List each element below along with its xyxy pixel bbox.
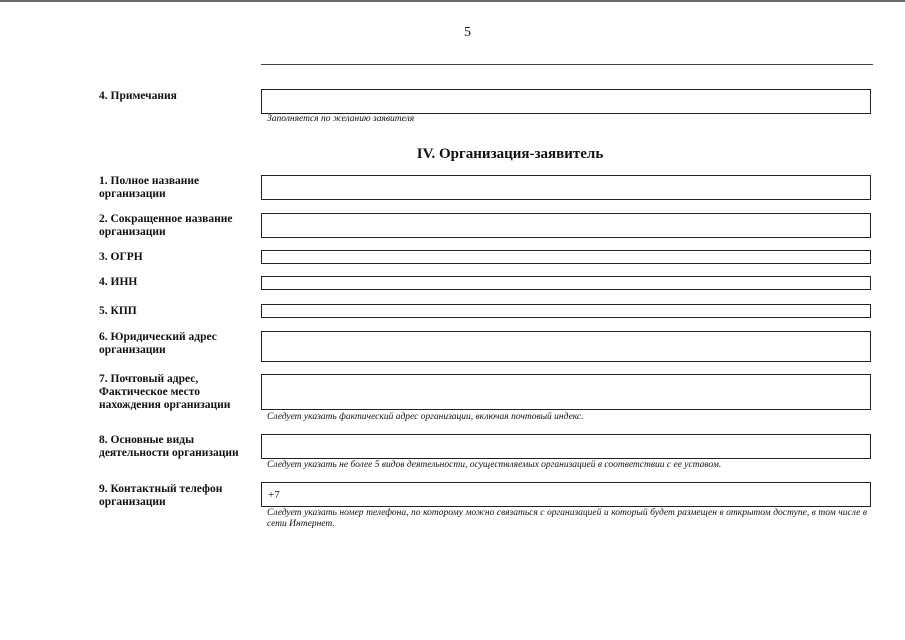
short-name-label: 2. Сокращенное название организации bbox=[99, 213, 233, 238]
inn-label: 4. ИНН bbox=[99, 276, 138, 288]
activities-label: 8. Основные виды деятельности организации bbox=[99, 434, 239, 459]
phone-label: 9. Контактный телефон организации bbox=[99, 483, 223, 508]
short-name-field[interactable] bbox=[261, 213, 871, 238]
postal-address-label: 7. Почтовый адрес, Фактическое место нахождения организации bbox=[99, 373, 231, 411]
full-name-label: 1. Полное название организации bbox=[99, 175, 200, 200]
activities-note: Следует указать не более 5 видов деятельности, осуществляемых организацией в соответствии с ее уставом. bbox=[267, 460, 722, 470]
phone-field[interactable]: +7 bbox=[261, 482, 871, 507]
ogrn-field[interactable] bbox=[261, 250, 871, 264]
top-border bbox=[0, 0, 905, 2]
postal-address-note: Следует указать фактический адрес организации, включая почтовый индекс. bbox=[267, 412, 584, 422]
full-name-field[interactable] bbox=[261, 175, 871, 200]
ogrn-label: 3. ОГРН bbox=[99, 251, 143, 263]
section-title: IV. Организация-заявитель bbox=[416, 146, 604, 162]
postal-address-field[interactable] bbox=[261, 374, 871, 410]
kpp-label: 5. КПП bbox=[99, 305, 137, 317]
legal-address-label: 6. Юридический адрес организации bbox=[99, 331, 217, 356]
page-number: 5 bbox=[464, 25, 471, 40]
remarks-note: Заполняется по желанию заявителя bbox=[267, 114, 415, 124]
divider-line bbox=[261, 64, 873, 65]
remarks-field[interactable] bbox=[261, 89, 871, 114]
inn-field[interactable] bbox=[261, 276, 871, 290]
remarks-label: 4. Примечания bbox=[99, 90, 177, 102]
activities-field[interactable] bbox=[261, 434, 871, 459]
phone-note: Следует указать номер телефона, по которому можно связаться с организацией и который будет размещен в открытом доступе, в том числе в сети Интернет. bbox=[267, 508, 867, 529]
legal-address-field[interactable] bbox=[261, 331, 871, 362]
kpp-field[interactable] bbox=[261, 304, 871, 318]
